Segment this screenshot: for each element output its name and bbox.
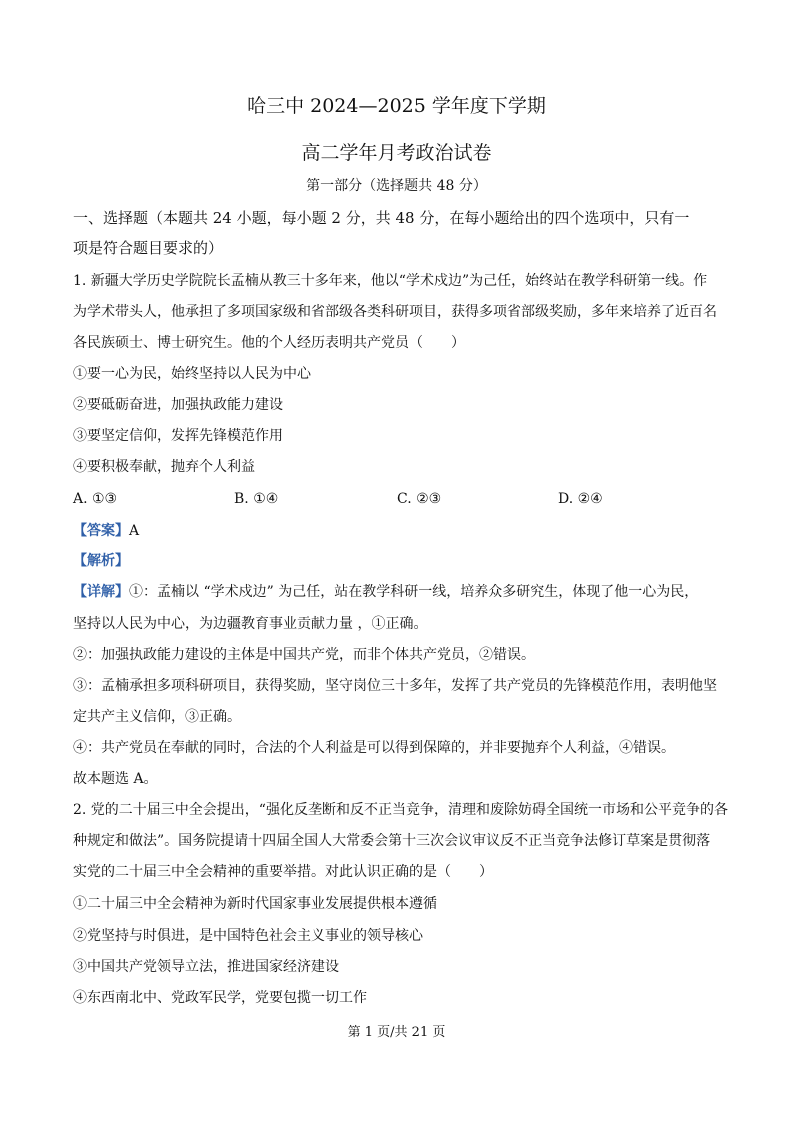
q1-statement: ①要一心为民，始终坚持以人民为中心	[73, 366, 311, 382]
q1-detail-line: 坚持以人民为中心，为边疆教育事业贡献力量 ，①正确。	[73, 616, 428, 632]
q2-stem-line: 种规定和做法”。国务院提请十四届全国人大常委会第十三次会议审议反不正当竞争法修订草案是贯彻落	[73, 833, 711, 849]
q1-option-d: D. ②④	[558, 491, 603, 507]
q1-detail-line: ②：加强执政能力建设的主体是中国共产党，而非个体共产党员，②错误。	[73, 647, 535, 663]
exam-subtitle: 高二学年月考政治试卷	[301, 142, 492, 164]
q1-analysis	[73, 550, 723, 572]
exam-title: 哈三中 2024—2025 学年度下学期	[247, 95, 546, 117]
part-heading: 第一部分（选择题共 48 分）	[306, 178, 487, 194]
detail-label: 【详解】	[73, 584, 129, 600]
q1-option-c: C. ②③	[397, 491, 442, 507]
q1-detail-line: ③：孟楠承担多项科研项目，获得奖励，坚守岗位三十多年，发挥了共产党员的先锋模范作用，表明他坚	[73, 678, 717, 694]
q2-stem-line: 2. 党的二十届三中全会提出，“强化反垄断和反不正当竞争，清理和废除妨碍全国统一市场和公平竞争的各	[73, 802, 728, 818]
q1-option-b: B. ①④	[234, 491, 279, 507]
detail-text: ①：孟楠以 “学术戍边” 为己任，站在教学科研一线，培养众多研究生，体现了他一心为民，	[129, 584, 699, 600]
q2-statement: ④东西南北中、党政军民学，党要包揽一切工作	[73, 990, 367, 1006]
q1-answer	[73, 520, 723, 542]
q1-stem-line: 1. 新疆大学历史学院院长孟楠从教三十多年来，他以“学术戍边”为己任，始终站在教学科研第一线。作	[73, 273, 708, 289]
q1-option-a: A. ①③	[73, 491, 118, 507]
section-instruction-cont: 项是符合题目要求的）	[73, 239, 224, 257]
q1-stem-line: 各民族硕士、博士研究生。他的个人经历表明共产党员（ ）	[73, 335, 465, 351]
q2-statement: ③中国共产党领导立法，推进国家经济建设	[73, 959, 339, 975]
q1-detail-line: ④：共产党员在奉献的同时，合法的个人利益是可以得到保障的，并非要抛弃个人利益，④错误。	[73, 740, 675, 756]
page-number: 第 1 页/共 21 页	[347, 1025, 446, 1040]
q2-statement: ②党坚持与时俱进，是中国特色社会主义事业的领导核心	[73, 928, 423, 944]
answer-value: A	[129, 523, 140, 539]
q1-statement: ④要积极奉献，抛弃个人利益	[73, 459, 255, 475]
q2-statement: ①二十届三中全会精神为新时代国家事业发展提供根本遵循	[73, 896, 437, 912]
analysis-label: 【解析】	[73, 553, 129, 569]
q1-statement: ②要砥砺奋进，加强执政能力建设	[73, 397, 283, 413]
section-instruction: 一、选择题（本题共 24 小题，每小题 2 分，共 48 分，在每小题给出的四个选项中，只有一	[73, 209, 690, 227]
q1-detail-line: 定共产主义信仰，③正确。	[73, 709, 241, 725]
q1-detail-line	[73, 581, 723, 603]
answer-label: 【答案】	[73, 523, 129, 539]
q1-conclusion: 故本题选 A。	[73, 771, 158, 787]
q2-stem-line: 实党的二十届三中全会精神的重要举措。对此认识正确的是（ ）	[73, 864, 493, 880]
q1-statement: ③要坚定信仰，发挥先锋模范作用	[73, 428, 283, 444]
q1-stem-line: 为学术带头人，他承担了多项国家级和省部级各类科研项目，获得多项省部级奖励，多年来培养了近百名	[73, 304, 717, 320]
